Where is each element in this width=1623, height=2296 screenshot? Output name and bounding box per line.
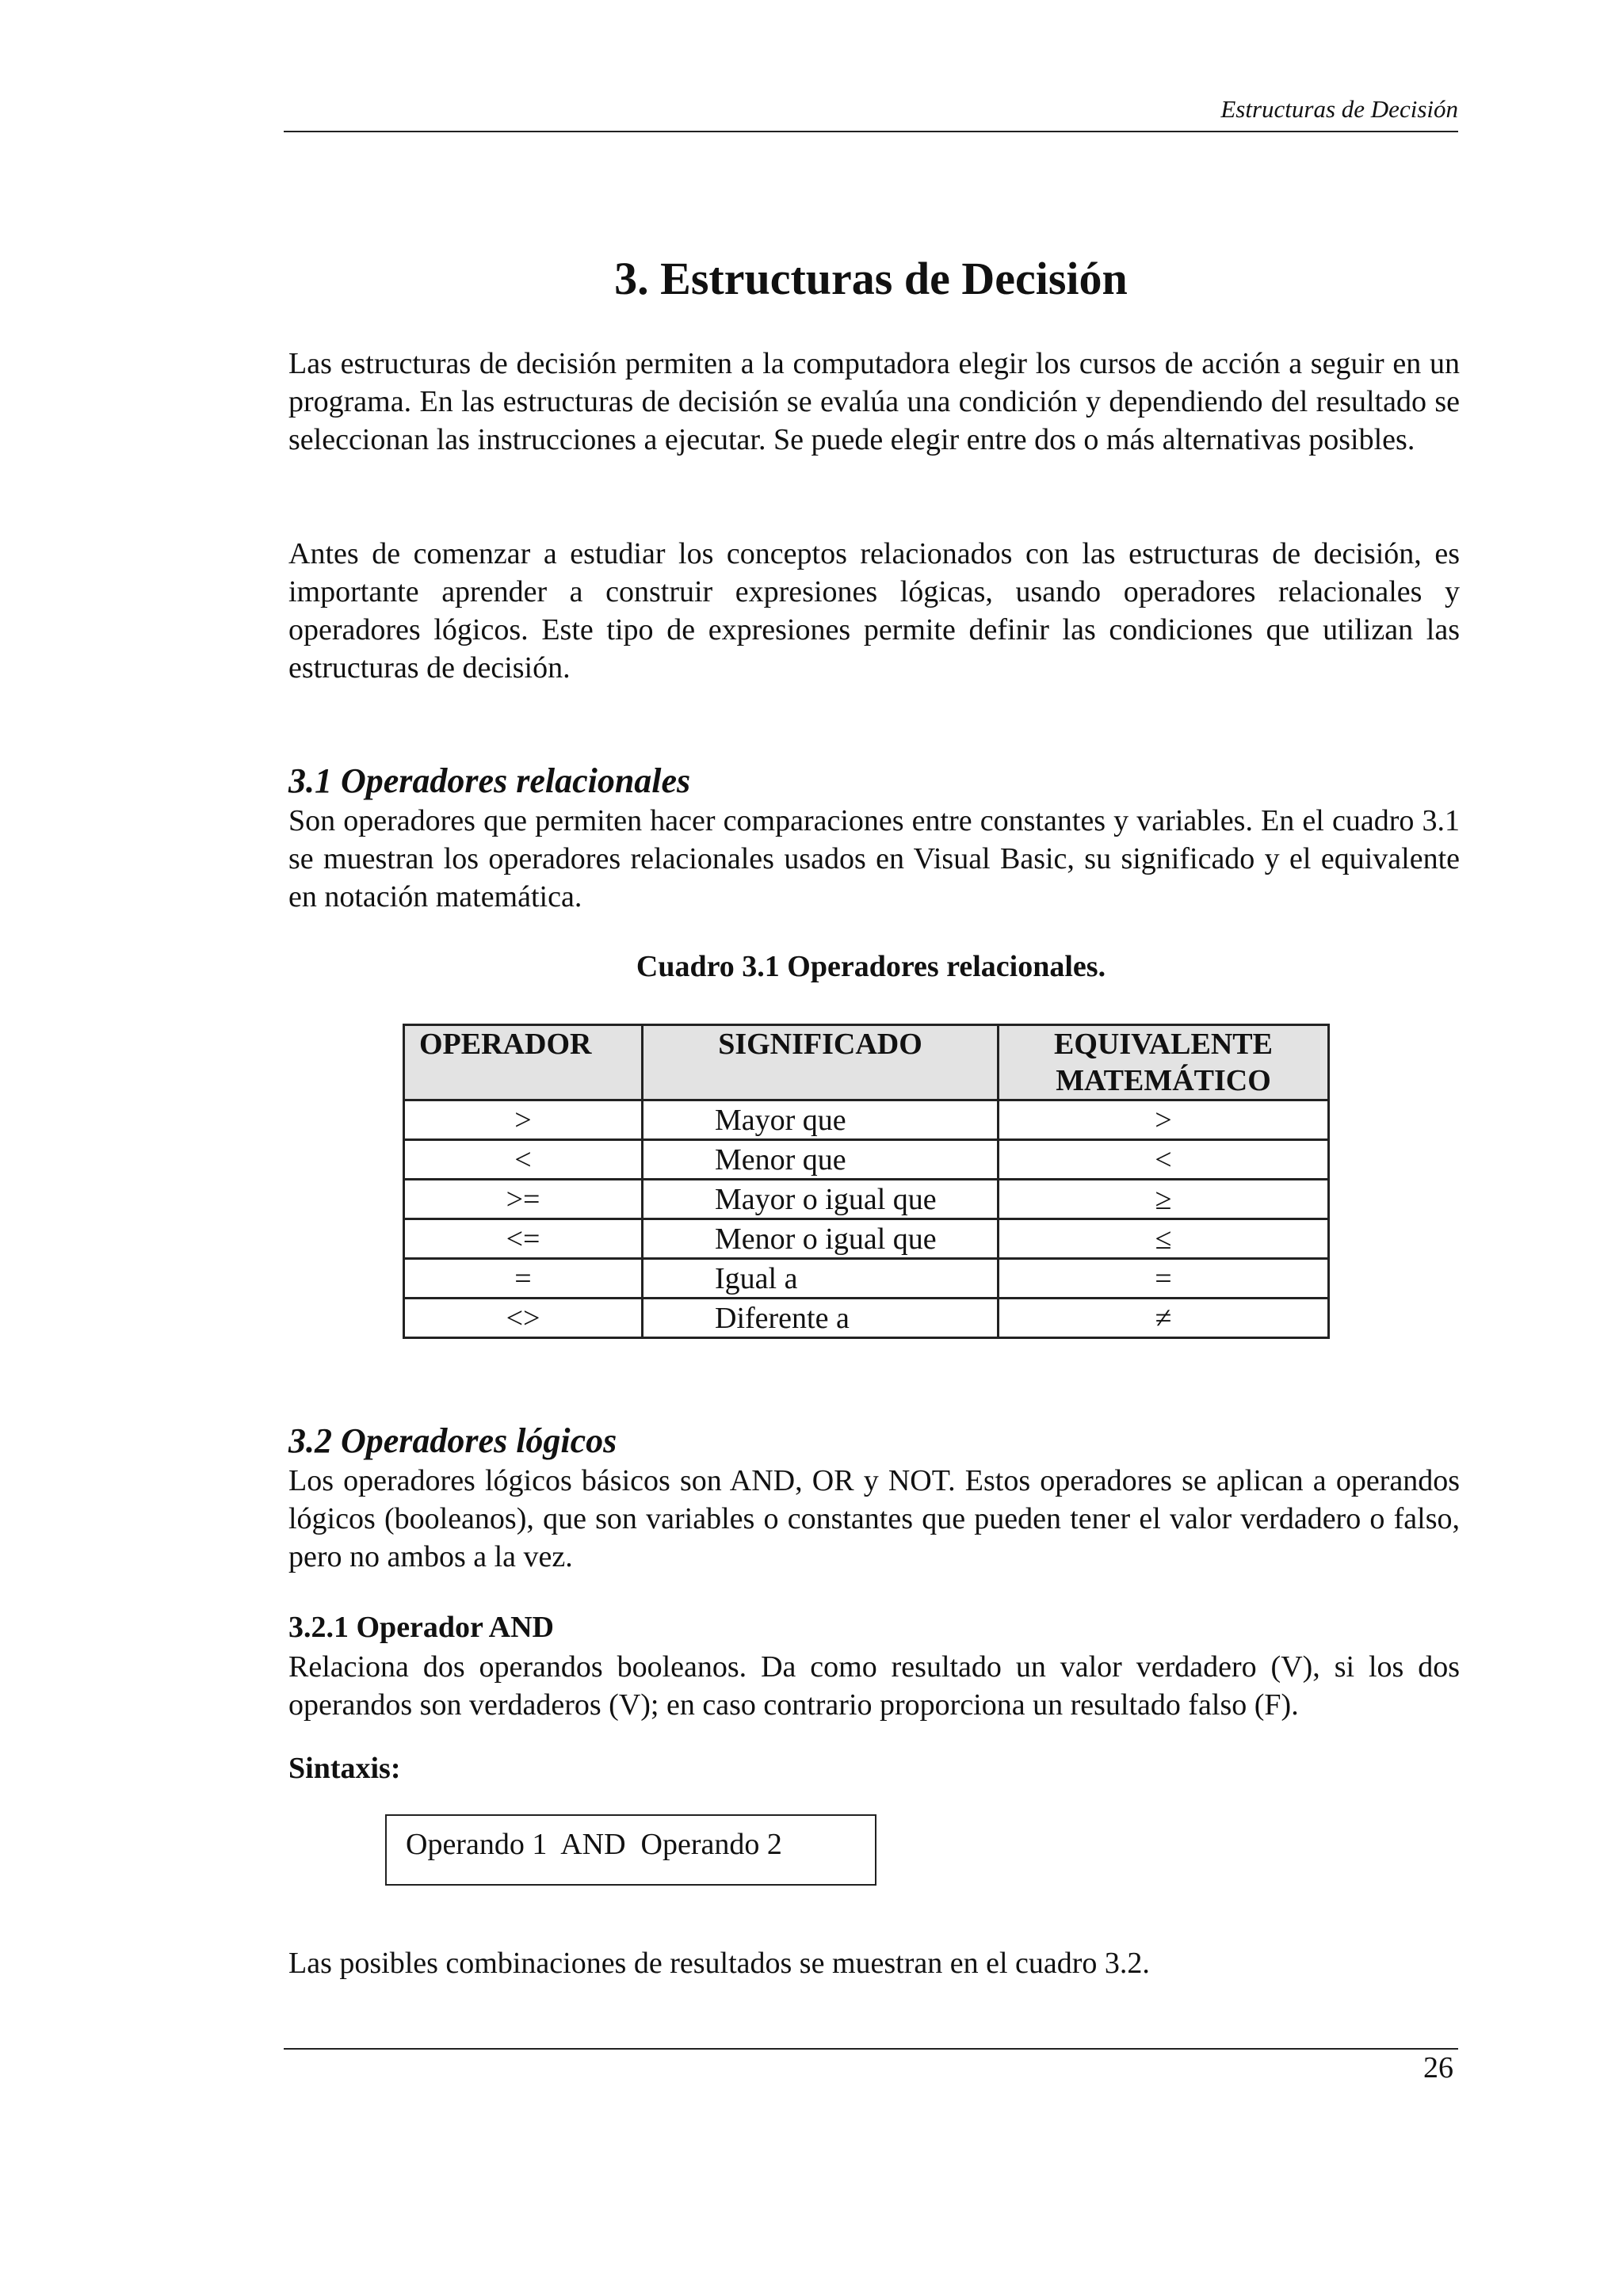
subsection-heading-3-2-1: 3.2.1 Operador AND [288, 1611, 554, 1644]
meaning-cell: Igual a [643, 1259, 999, 1299]
relational-operators-table [403, 1024, 1330, 1339]
header-equivalente: EQUIVALENTE MATEMÁTICO [999, 1025, 1329, 1100]
table-row [404, 1259, 1329, 1299]
operator-cell: = [404, 1259, 643, 1299]
syntax-box: Operando 1 AND Operando 2 [385, 1814, 876, 1886]
chapter-title: 3. Estructuras de Decisión [614, 253, 1128, 304]
syntax-label: Sintaxis: [288, 1752, 401, 1785]
header-rule [284, 131, 1458, 132]
table-header-row [404, 1025, 1329, 1100]
operator-cell: < [404, 1140, 643, 1180]
meaning-cell: Menor o igual que [643, 1219, 999, 1259]
subsection-3-2-1-paragraph: Relaciona dos operandos booleanos. Da como resultado un valor verdadero (V), si los dos operandos son verdaderos (V); en caso contrario proporciona un resultado falso (F). [288, 1650, 1460, 1722]
section-heading-3-1: 3.1 Operadores relacionales [288, 761, 691, 800]
math-equivalent-cell: ≤ [999, 1219, 1329, 1259]
intro-paragraph-2: Antes de comenzar a estudiar los conceptos relacionados con las estructuras de decisión, es importante aprender a construir expresiones lógicas, usando operadores relacionales y operadores lógicos. Este tipo de expresiones permite definir las condiciones que utilizan las estructuras de decisión. [288, 537, 1460, 685]
math-equivalent-cell: > [999, 1100, 1329, 1140]
math-equivalent-cell: < [999, 1140, 1329, 1180]
operator-cell: <= [404, 1219, 643, 1259]
table-row [404, 1219, 1329, 1259]
running-header: Estructuras de Decisión [1220, 95, 1458, 123]
header-operador: OPERADOR [404, 1025, 643, 1100]
meaning-cell: Menor que [643, 1140, 999, 1180]
operator-cell: >= [404, 1180, 643, 1219]
math-equivalent-cell: = [999, 1259, 1329, 1299]
operator-cell: <> [404, 1299, 643, 1338]
table-row [404, 1180, 1329, 1219]
footer-rule [284, 2048, 1458, 2050]
header-significado: SIGNIFICADO [643, 1025, 999, 1100]
section-3-2-paragraph: Los operadores lógicos básicos son AND, OR y NOT. Estos operadores se aplican a operandos lógicos (booleanos), que son variables o constantes que pueden tener el valor verdadero o falso, pero no ambos a la vez. [288, 1464, 1460, 1573]
intro-paragraph-1: Las estructuras de decisión permiten a la computadora elegir los cursos de acción a seguir en un programa. En las estructuras de decisión se evalúa una condición y dependiendo del resultado se seleccionan las instrucciones a ejecutar. Se puede elegir entre dos o más alternativas posibles. [288, 347, 1460, 456]
section-3-1-paragraph: Son operadores que permiten hacer comparaciones entre constantes y variables. En el cuadro 3.1 se muestran los operadores relacionales usados en Visual Basic, su significado y el equivalente en notación matemática. [288, 804, 1460, 913]
table-row [404, 1299, 1329, 1338]
math-equivalent-cell: ≠ [999, 1299, 1329, 1338]
meaning-cell: Mayor o igual que [643, 1180, 999, 1219]
math-equivalent-cell: ≥ [999, 1180, 1329, 1219]
section-heading-3-2: 3.2 Operadores lógicos [288, 1421, 617, 1460]
operator-cell: > [404, 1100, 643, 1140]
meaning-cell: Mayor que [643, 1100, 999, 1140]
table-row [404, 1140, 1329, 1180]
table-caption: Cuadro 3.1 Operadores relacionales. [636, 950, 1106, 983]
page-number: 26 [1423, 2051, 1453, 2084]
table-row [404, 1100, 1329, 1140]
closing-paragraph: Las posibles combinaciones de resultados se muestran en el cuadro 3.2. [288, 1947, 1150, 1980]
meaning-cell: Diferente a [643, 1299, 999, 1338]
